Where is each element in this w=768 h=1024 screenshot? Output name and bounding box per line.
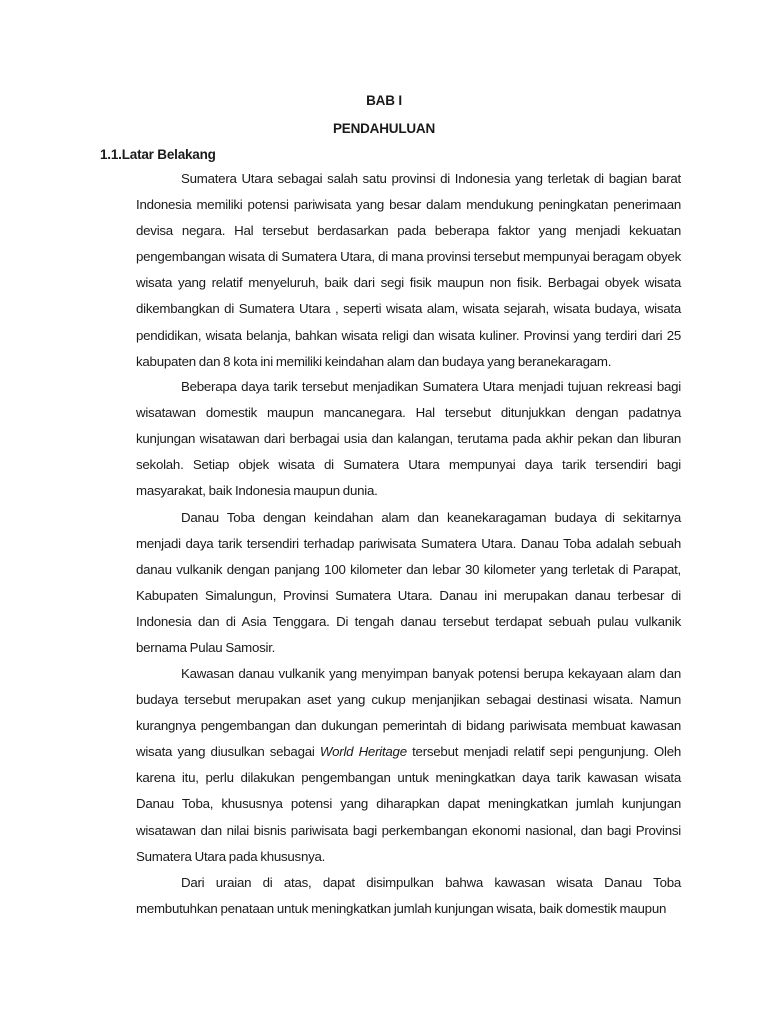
section-heading: 1.1.Latar Belakang (100, 147, 216, 162)
paragraph-5: Dari uraian di atas, dapat disimpulkan bahwa kawasan wisata Danau Toba membutuhkan penataan untuk meningkatkan jumlah kunjungan wisata, baik domestik maupun (136, 875, 681, 917)
paragraph-1: Sumatera Utara sebagai salah satu provinsi di Indonesia yang terletak di bagian barat Indonesia memiliki potensi pariwisata yang besar dalam mendukung peningkatan penerimaan devisa negara. Hal tersebut berdasarkan pada beberapa faktor yang menjadi kekuatan pengembangan wisata di Sumatera Utara, di mana provinsi tersebut mempunyai beragam obyek wisata yang relatif menyeluruh, baik dari segi fisik maupun non fisik. Berbagai obyek wisata dikembangkan di Sumatera Utara , seperti wisata alam, wisata sejarah, wisata budaya, wisata pendidikan, wisata belanja, bahkan wisata religi dan wisata kuliner. Provinsi yang terdiri dari 25 kabupaten dan 8 kota ini memiliki keindahan alam dan budaya yang beranekaragam. (136, 171, 681, 369)
paragraph-4-text-b: tersebut menjadi relatif sepi pengunjung. Oleh karena itu, perlu dilakukan pengembangan untuk meningkatkan daya tarik kawasan wisata Danau Toba, khususnya potensi yang diharapkan dapat meningkatkan jumlah kunjungan wisatawan dan nilai bisnis pariwisata bagi perkembangan ekonomi nasional, dan bagi Provinsi Sumatera Utara pada khususnya. (136, 744, 681, 864)
paragraph-3: Danau Toba dengan keindahan alam dan keanekaragaman budaya di sekitarnya menjadi daya tarik tersendiri terhadap pariwisata Sumatera Utara. Danau Toba adalah sebuah danau vulkanik dengan panjang 100 kilometer dan lebar 30 kilometer yang terletak di Parapat, Kabupaten Simalungun, Provinsi Sumatera Utara. Danau ini merupakan danau terbesar di Indonesia dan di Asia Tenggara. Di tengah danau tersebut terdapat sebuah pulau vulkanik bernama Pulau Samosir. (136, 510, 681, 656)
chapter-title: PENDAHULUAN (332, 121, 436, 136)
paragraph-2: Beberapa daya tarik tersebut menjadikan Sumatera Utara menjadi tujuan rekreasi bagi wisatawan domestik maupun mancanegara. Hal tersebut ditunjukkan dengan padatnya kunjungan wisatawan dari berbagai usia dan kalangan, terutama pada akhir pekan dan liburan sekolah. Setiap objek wisata di Sumatera Utara mempunyai daya tarik tersendiri bagi masyarakat, baik Indonesia maupun dunia. (136, 379, 681, 499)
world-heritage-term: World Heritage (319, 744, 407, 760)
paragraph-4 (136, 661, 681, 870)
chapter-number: BAB I (366, 93, 402, 108)
paragraph-4-text-a: Kawasan danau vulkanik yang menyimpan banyak potensi berupa kekayaan alam dan budaya tersebut merupakan aset yang cukup menjanjikan sebagai destinasi wisata. Namun kurangnya pengembangan dan dukungan pemerintah di bidang pariwisata membuat kawasan wisata yang diusulkan sebagai (136, 666, 681, 760)
